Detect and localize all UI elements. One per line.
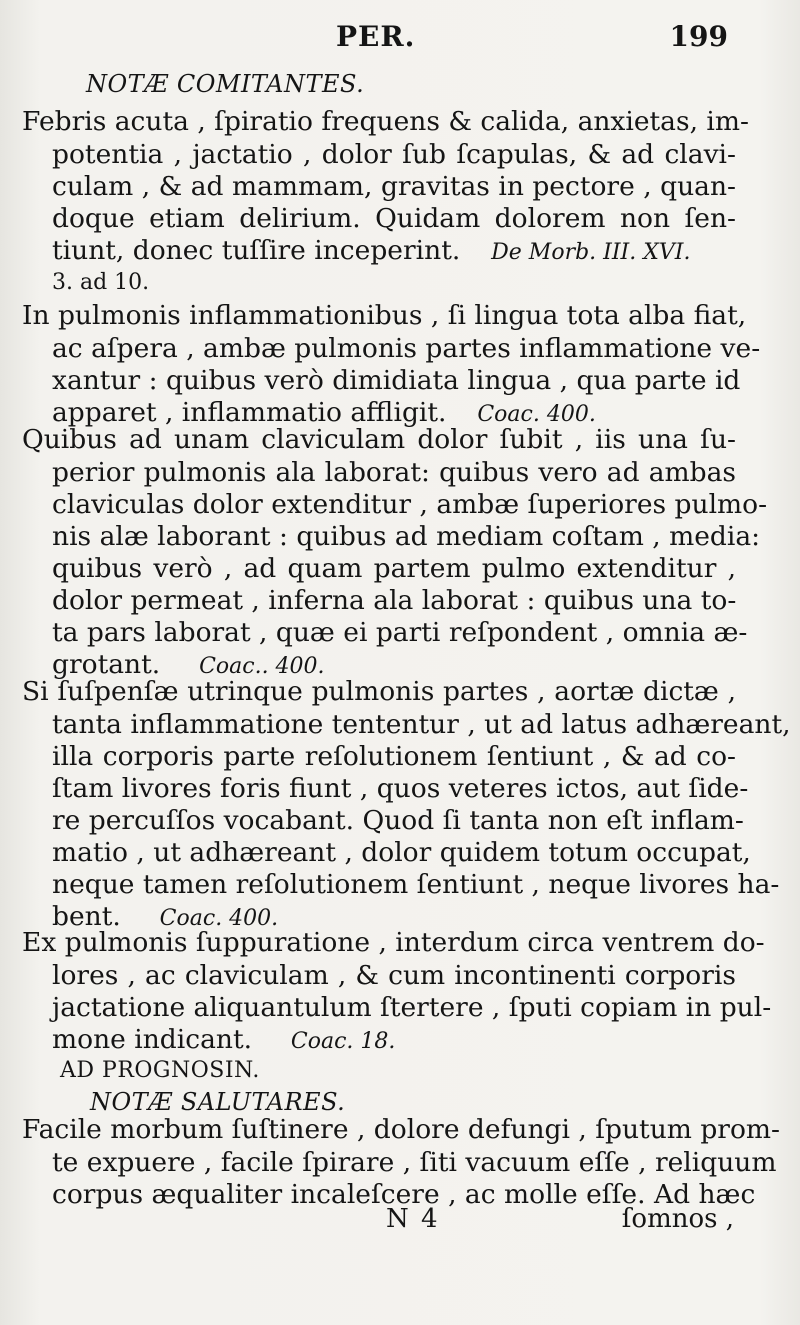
text-line: In pulmonis inflammationibus , ſi lingua tota alba fiat, — [22, 300, 747, 331]
text-line: ta pars laborat , quæ ei parti reſpondent , omnia æ- — [52, 617, 748, 648]
text-line-with-ref — [52, 235, 690, 269]
text-line: Febris acuta , ſpiratio frequens & calida, anxietas, im- — [22, 106, 749, 137]
text-line: ſtam livores foris fiunt , quos veteres ictos, aut ſide- — [52, 773, 749, 804]
text-line: Facile morbum ſuſtinere , dolore defungi , ſputum prom- — [22, 1114, 780, 1145]
text-line: potentia , jactatio , dolor ſub ſcapulas, & ad clavi- — [52, 139, 736, 170]
text-line: corpus æqualiter incaleſcere , ac molle eſſe. Ad hæc — [52, 1179, 756, 1210]
text-line: lores , ac claviculam , & cum incontinenti corporis — [52, 960, 736, 991]
text-line: claviculas dolor extenditur , ambæ ſuperiores pulmo- — [52, 489, 768, 520]
text-line: re percuſſos vocabant. Quod ſi tanta non eſt inflam- — [52, 805, 744, 836]
text-line: apparet , inflammatio affligit. — [52, 397, 447, 428]
text-line: tiunt, donec tuſſire inceperint. — [52, 235, 461, 266]
citation: Coac. 400. — [159, 906, 279, 931]
text-line: dolor permeat , inferna ala laborat : quibus una to- — [52, 585, 737, 616]
signature-mark: N 4 — [386, 1204, 440, 1234]
text-line: xantur : quibus verò dimidiata lingua , qua parte id — [52, 365, 741, 396]
text-line: doque etiam delirium. Quidam dolorem non ſen- — [52, 203, 736, 234]
text-line: Quibus ad unam claviculam dolor ſubit , iis una ſu- — [22, 424, 736, 455]
citation: Coac. 18. — [290, 1029, 396, 1054]
text-line: quibus verò , ad quam partem pulmo extenditur , — [52, 553, 736, 584]
text-line: grotant. — [52, 649, 161, 680]
citation: Coac.. 400. — [199, 654, 325, 679]
citation-continued: 3. ad 10. — [52, 270, 150, 295]
running-head — [0, 20, 800, 60]
text-line: Ex pulmonis ſuppuratione , interdum circa ventrem do- — [22, 927, 765, 958]
citation: Coac. 400. — [477, 402, 596, 427]
running-head-title: PER. — [336, 20, 416, 53]
text-line: neque tamen reſolutionem ſentiunt , neque livores ha- — [52, 869, 780, 900]
text-line: te expuere , facile ſpirare , ſiti vacuum eſſe , reliquum — [52, 1147, 777, 1178]
text-line-with-ref — [52, 1024, 395, 1058]
text-line: Si ſuſpenſæ utrinque pulmonis partes , aortæ dictæ , — [22, 676, 736, 707]
text-line: bent. — [52, 901, 121, 932]
section-heading-ad-prognosin: AD PROGNOSIN. — [60, 1058, 260, 1083]
section-heading-notae-comitantes: NOTÆ COMITANTES. — [86, 70, 365, 98]
text-line: tanta inflammatione tententur , ut ad latus adhæreant, — [52, 709, 791, 740]
text-line: mone indicant. — [52, 1024, 253, 1055]
text-line: ac aſpera , ambæ pulmonis partes inflammatione ve- — [52, 333, 761, 364]
text-line: nis alæ laborant : quibus ad mediam coſtam , media: — [52, 521, 761, 552]
text-line: jactatione aliquantulum ſtertere , ſputi copiam in pul- — [52, 992, 772, 1023]
citation: De Morb. III. XVI. — [491, 240, 691, 265]
text-line: matio , ut adhæreant , dolor quidem totum occupat, — [52, 837, 751, 868]
text-line: perior pulmonis ala laborat: quibus vero ad ambas — [52, 457, 736, 488]
text-line: culam , & ad mammam, gravitas in pectore , quan- — [52, 171, 736, 202]
section-heading-notae-salutares: NOTÆ SALUTARES. — [90, 1088, 346, 1116]
page-number: 199 — [669, 20, 728, 53]
catchword: ſomnos , — [621, 1204, 734, 1234]
text-line: illa corporis parte reſolutionem ſentiunt , & ad co- — [52, 741, 736, 772]
